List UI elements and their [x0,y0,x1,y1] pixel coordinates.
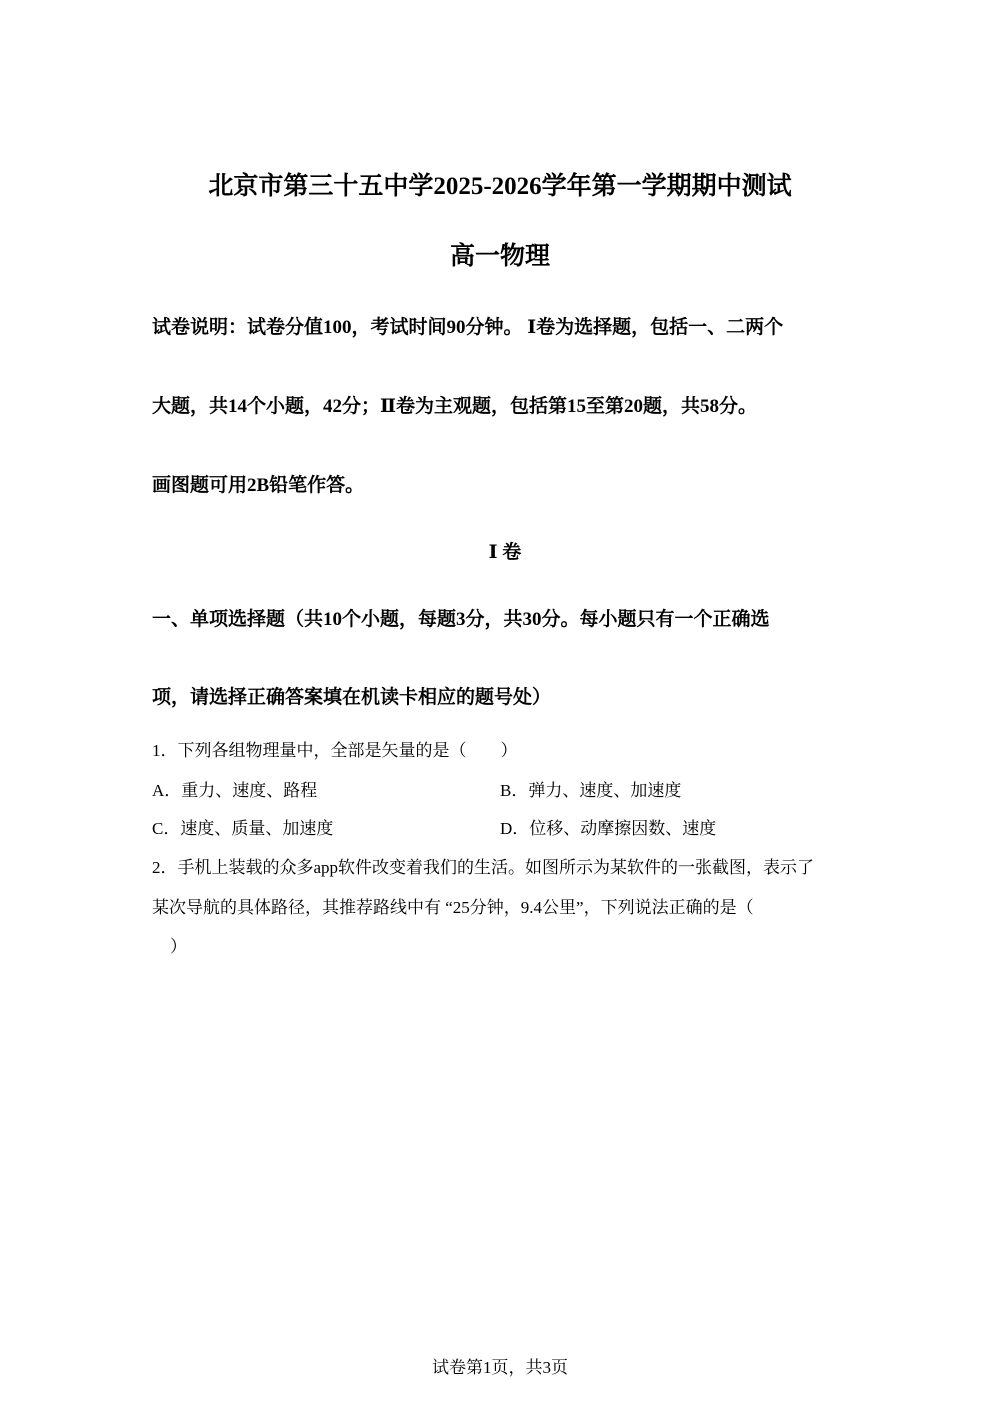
page-footer: 试卷第1页，共3页 [432,1358,568,1377]
instructions-line-3: 画图题可用2B铅笔作答。 [152,475,365,496]
question-2-stem-line-2: 某次导航的具体路径，其推荐路线中有 “25分钟，9.4公里”，下列说法正确的是（ [152,898,754,917]
question-2-stem-line-1: 2．手机上装载的众多app软件改变着我们的生活。如图所示为某软件的一张截图，表示了 [152,858,815,877]
question-1-option-d: D．位移、动摩擦因数、速度 [500,819,717,838]
instructions-line-1: 试卷说明：试卷分值100，考试时间90分钟。 Ⅰ卷为选择题，包括一、二两个 [152,317,784,338]
instructions-line-2: 大题，共14个小题，42分；Ⅱ卷为主观题，包括第15至第20题，共58分。 [152,396,758,417]
section-heading-line-2: 项，请选择正确答案填在机读卡相应的题号处） [152,687,552,708]
exam-title: 北京市第三十五中学2025-2026学年第一学期期中测试 [208,173,792,200]
question-1-stem: 1．下列各组物理量中，全部是矢量的是（ ） [152,741,518,760]
exam-subject: 高一物理 [449,243,550,270]
question-2-stem-line-3: ） [170,937,187,956]
section-label: Ⅰ 卷 [488,542,522,563]
section-heading-line-1: 一、单项选择题（共10个小题，每题3分，共30分。每小题只有一个正确选 [152,609,770,630]
question-1-option-b: B．弹力、速度、加速度 [500,781,682,800]
question-1-option-a: A．重力、速度、路程 [152,781,318,800]
question-1-option-c: C．速度、质量、加速度 [152,819,334,838]
